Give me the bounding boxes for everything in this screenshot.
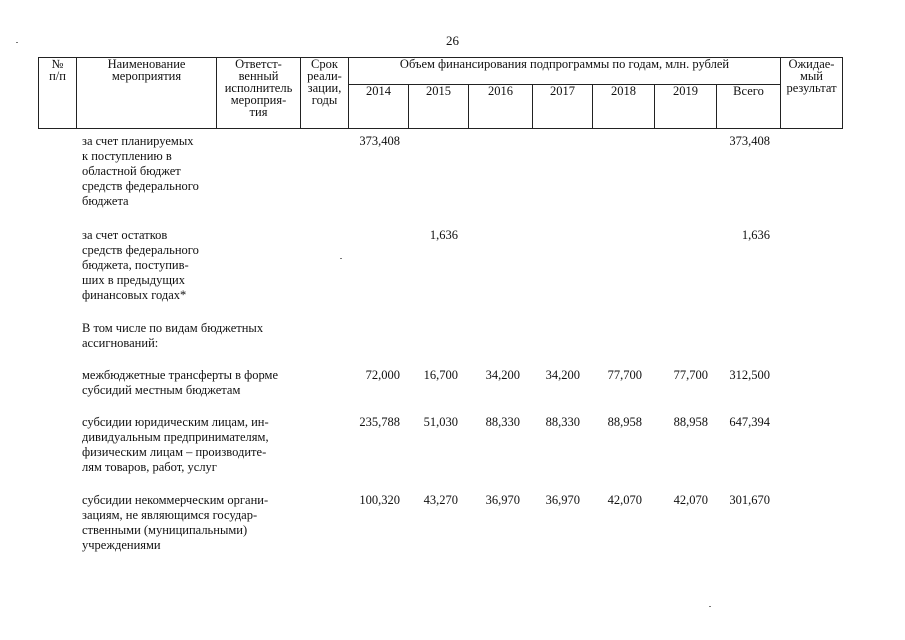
row-description: субсидии некоммерческим органи- зациям, не являющимся государ- ственными (муниципальными) учреждениями (82, 493, 269, 552)
header-year-2014: 2014 (349, 85, 409, 129)
header-result: Ожидае- мый результат (781, 58, 843, 129)
header-year-2017: 2017 (533, 85, 593, 129)
value-2015: 51,030 (423, 415, 458, 429)
header-year-2019: 2019 (655, 85, 717, 129)
value-2016: 88,330 (485, 415, 520, 429)
value-2016: 34,200 (485, 368, 520, 382)
value-total: 1,636 (741, 228, 770, 242)
value-2018: 42,070 (607, 493, 642, 507)
value-total: 301,670 (729, 493, 770, 507)
value-2014: 72,000 (365, 368, 400, 382)
table-header (38, 57, 843, 129)
row-description: за счет остатков средств федерального бюджета, поступив- ших в предыдущих финансовых годах* (82, 228, 199, 302)
value-2014: 373,408 (359, 134, 400, 148)
page-number: 26 (446, 33, 459, 48)
header-number: № п/п (39, 58, 77, 129)
row-description: межбюджетные трансферты в форме субсидий местным бюджетам (82, 368, 279, 397)
header-total: Всего (717, 85, 781, 129)
row-description: В том числе по видам бюджетных ассигнований: (82, 321, 264, 350)
value-2019: 42,070 (673, 493, 708, 507)
value-2015: 43,270 (423, 493, 458, 507)
row-description: субсидии юридическим лицам, ин- дивидуальным предпринимателям, физическим лицам – производите- лям товаров, работ, услуг (82, 415, 269, 474)
value-2019: 88,958 (673, 415, 708, 429)
value-2019: 77,700 (673, 368, 708, 382)
header-term: Срок реали- зации, годы (301, 58, 349, 129)
scan-speck (16, 42, 18, 43)
value-2018: 77,700 (607, 368, 642, 382)
value-2014: 235,788 (359, 415, 400, 429)
value-2017: 36,970 (545, 493, 580, 507)
header-year-2016: 2016 (469, 85, 533, 129)
scan-speck (709, 606, 711, 607)
value-2018: 88,958 (607, 415, 642, 429)
row-description: за счет планируемых к поступлению в областной бюджет средств федерального бюджета (82, 134, 199, 208)
value-2015: 1,636 (429, 228, 458, 242)
value-2017: 34,200 (545, 368, 580, 382)
value-total: 312,500 (729, 368, 770, 382)
scan-speck (340, 258, 342, 259)
header-year-2018: 2018 (593, 85, 655, 129)
value-2014: 100,320 (359, 493, 400, 507)
header-year-2015: 2015 (409, 85, 469, 129)
value-2017: 88,330 (545, 415, 580, 429)
header-financing: Объем финансирования подпрограммы по годам, млн. рублей (349, 58, 781, 85)
value-2016: 36,970 (485, 493, 520, 507)
header-name: Наименование мероприятия (77, 58, 217, 129)
value-2015: 16,700 (423, 368, 458, 382)
header-executor: Ответст- венный исполнитель мероприя- тия (217, 58, 301, 129)
value-total: 647,394 (729, 415, 770, 429)
value-total: 373,408 (729, 134, 770, 148)
